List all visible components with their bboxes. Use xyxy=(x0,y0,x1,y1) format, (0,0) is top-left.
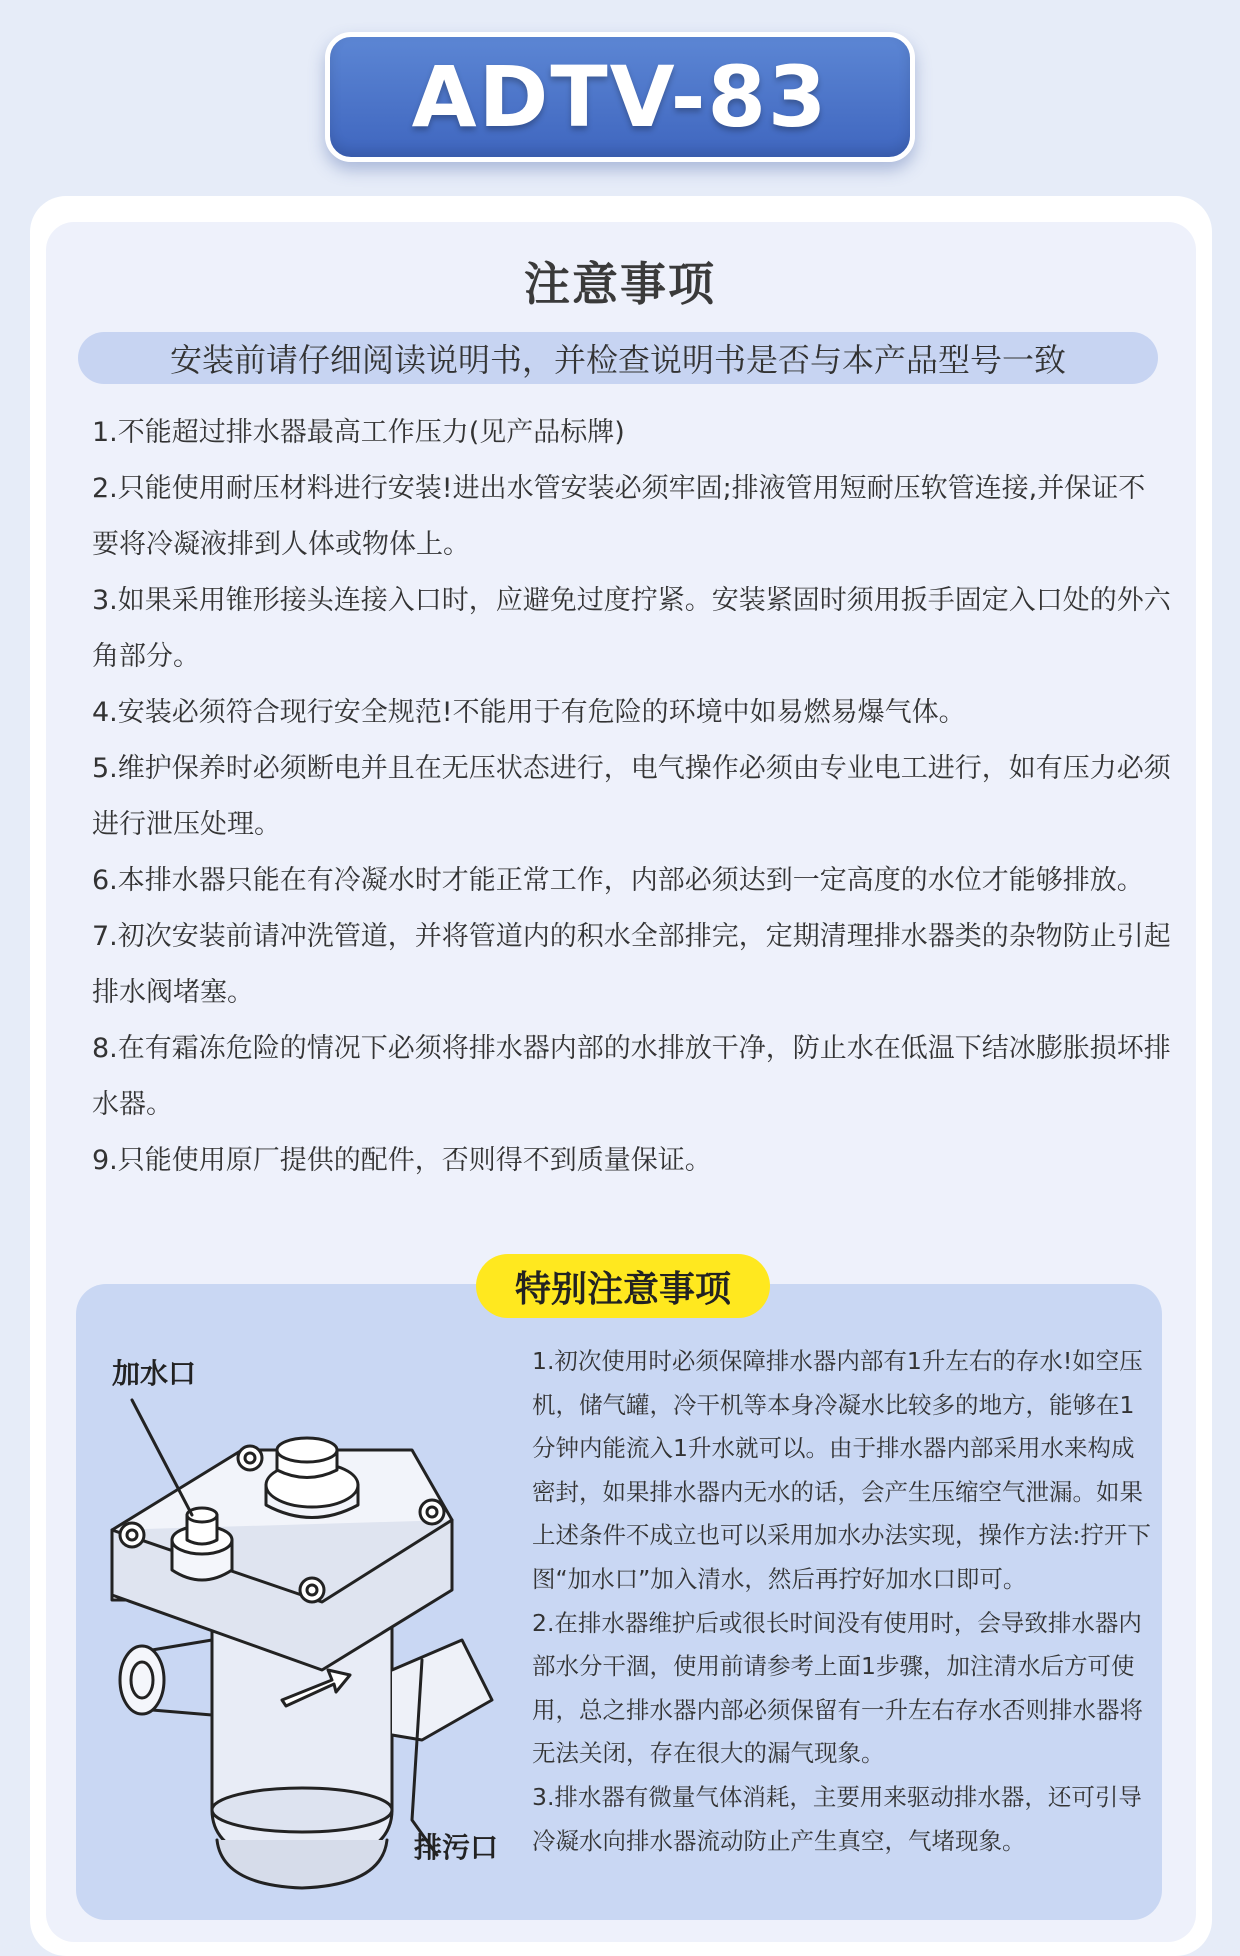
notice-item: 7.初次安装前请冲洗管道，并将管道内的积水全部排完，定期清理排水器类的杂物防止引起排水阀堵塞。 xyxy=(92,921,1171,1008)
special-notice-item: 2.在排水器维护后或很长时间没有使用时，会导致排水器内部水分干涸，使用前请参考上面1步骤，加注清水后方可使用，总之排水器内部必须保留有一升左右存水否则排水器将无法关闭，存在很大的漏气现象。 xyxy=(532,1608,1143,1768)
special-notice-item: 1.初次使用时必须保障排水器内部有1升左右的存水!如空压机，储气罐，冷干机等本身冷凝水比较多的地方，能够在1分钟内能流入1升水就可以。由于排水器内部采用水来构成密封，如果排水器内无水的话，会产生压缩空气泄漏。如果上述条件不成立也可以采用加水办法实现，操作方法:拧开下图“加水口”加入清水，然后再拧好加水口即可。 xyxy=(532,1347,1151,1593)
model-title-badge xyxy=(325,32,915,162)
notice-item: 9.只能使用原厂提供的配件，否则得不到质量保证。 xyxy=(92,1145,712,1176)
drain-outlet-label: 排污口 xyxy=(414,1831,499,1864)
inlet-label: 加水口 xyxy=(112,1357,197,1390)
drain-valve-illustration xyxy=(92,1340,522,1900)
notice-list xyxy=(92,405,1172,1189)
model-title: ADTV-83 xyxy=(411,48,829,146)
notice-item: 6.本排水器只能在有冷凝水时才能正常工作，内部必须达到一定高度的水位才能够排放。 xyxy=(92,865,1144,896)
special-notice-title: 特别注意事项 xyxy=(476,1254,770,1318)
notice-title: 注意事项 xyxy=(524,257,716,311)
notice-item: 2.只能使用耐压材料进行安装!进出水管安装必须牢固;排液管用短耐压软管连接,并保证不要将冷凝液排到人体或物体上。 xyxy=(92,473,1146,560)
notice-item: 8.在有霜冻危险的情况下必须将排水器内部的水排放干净，防止水在低温下结冰膨胀损坏排水器。 xyxy=(92,1033,1171,1120)
notice-item: 4.安装必须符合现行安全规范!不能用于有危险的环境中如易燃易爆气体。 xyxy=(92,697,966,728)
notice-item: 3.如果采用锥形接头连接入口时，应避免过度拧紧。安装紧固时须用扳手固定入口处的外六角部分。 xyxy=(92,585,1171,672)
notice-item: 5.维护保养时必须断电并且在无压状态进行，电气操作必须由专业电工进行，如有压力必须进行泄压处理。 xyxy=(92,753,1171,840)
notice-item: 1.不能超过排水器最高工作压力(见产品标牌) xyxy=(92,417,625,448)
special-notice-item: 3.排水器有微量气体消耗，主要用来驱动排水器，还可引导冷凝水向排水器流动防止产生真空，气堵现象。 xyxy=(532,1782,1142,1855)
special-notice-list xyxy=(532,1340,1152,1863)
notice-subtitle: 安装前请仔细阅读说明书，并检查说明书是否与本产品型号一致 xyxy=(78,332,1158,384)
